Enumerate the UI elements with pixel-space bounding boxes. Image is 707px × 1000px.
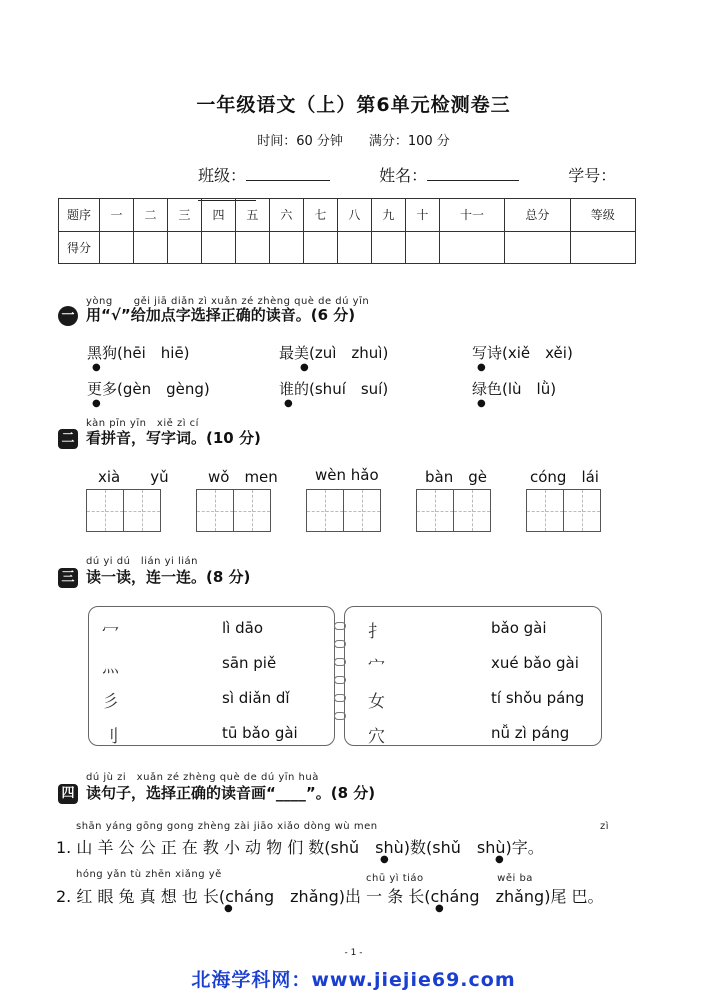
writing-cell[interactable] [526, 489, 564, 532]
section4-number: 四 [58, 784, 78, 804]
emphasis-dot: ● [284, 398, 293, 409]
emphasis-dot: ● [92, 398, 101, 409]
item-shuide[interactable] [279, 378, 388, 399]
sentence-1[interactable]: 1. 山 羊 公 公 正 在 教 小 动 物 们 数(shǔ shù)数(shǔ shù)字。 [56, 838, 544, 857]
writing-box[interactable] [86, 489, 160, 534]
word-pinyin: cóng lái [530, 468, 599, 486]
score-cell[interactable] [570, 231, 636, 264]
binder-ring [334, 694, 346, 702]
item-word: 更多 [87, 380, 118, 398]
time-line: 时间：60 分钟 满分：100 分 [257, 134, 450, 149]
writing-cell[interactable] [196, 489, 234, 532]
score-cell[interactable] [337, 231, 371, 264]
sentence2-extra-pinyin: chū yì tiáo wěi ba [366, 873, 533, 884]
item-lvse[interactable] [472, 378, 556, 399]
item-xieshi[interactable] [472, 342, 573, 363]
section3-pinyin: dú yi dú lián yi lián [86, 556, 199, 567]
section3-heading [58, 566, 250, 588]
writing-cell[interactable] [453, 489, 491, 532]
item-options: (shuí suí) [309, 380, 389, 398]
section4-heading [58, 782, 375, 804]
emphasis-dot: ● [380, 854, 389, 865]
col-header: 等级 [570, 199, 636, 232]
item-options: (gèn gèng) [117, 380, 210, 398]
col-header: 三 [167, 199, 201, 232]
word-pinyin: wǒ men [208, 468, 278, 486]
class-field[interactable] [198, 166, 352, 185]
col-header: 七 [303, 199, 337, 232]
item-options: (xiě xěi) [502, 344, 573, 362]
col-header: 十一 [439, 199, 504, 232]
writing-box[interactable] [416, 489, 490, 534]
section3-heading-text: 读一读，连一连。(8 分) [86, 568, 251, 586]
id-label: 学号： [568, 166, 617, 185]
right-radical[interactable]: 女 [368, 692, 385, 712]
col-header: 四 [201, 199, 235, 232]
left-radical-name[interactable]: tū bǎo gài [222, 724, 298, 742]
score-cell[interactable] [371, 231, 405, 264]
word-pinyin: xià yǔ [98, 468, 169, 486]
col-header: 五 [235, 199, 269, 232]
left-matching-panel [88, 606, 335, 746]
name-label: 姓名： [379, 166, 428, 185]
section2-pinyin: kàn pīn yīn xiě zì cí [86, 418, 199, 429]
score-cell[interactable] [505, 231, 570, 264]
score-cell[interactable] [100, 231, 134, 264]
right-radical[interactable]: 宀 [368, 657, 385, 677]
col-header: 八 [337, 199, 371, 232]
left-radical[interactable]: 灬 [102, 657, 119, 677]
item-word: 写诗 [472, 344, 503, 362]
emphasis-dot: ● [477, 362, 486, 373]
writing-cell[interactable] [306, 489, 344, 532]
word-pinyin: wèn hǎo [315, 466, 379, 484]
item-zuimei[interactable] [279, 342, 388, 363]
item-word: 黑狗 [87, 344, 118, 362]
left-radical[interactable]: 彡 [102, 692, 119, 712]
left-radical-name[interactable]: sān piě [222, 654, 277, 672]
class-label: 班级： [198, 166, 247, 185]
score-cell[interactable] [133, 231, 167, 264]
writing-box[interactable] [306, 489, 380, 534]
left-radical[interactable]: 冖 [102, 622, 119, 642]
score-cell[interactable] [167, 231, 201, 264]
item-gengduo[interactable] [87, 378, 210, 399]
sentence1-pinyin: shān yáng gōng gong zhèng zài jiāo xiǎo dòng wù men [76, 821, 378, 832]
col-header: 二 [133, 199, 167, 232]
item-options: (lù lǜ) [502, 380, 557, 398]
right-radical-name[interactable]: nǚ zì páng [491, 724, 570, 742]
binder-ring [334, 658, 346, 666]
col-header: 总分 [505, 199, 570, 232]
section4-heading-text: 读句子，选择正确的读音画“____”。(8 分) [86, 784, 376, 802]
right-radical-name[interactable]: tí shǒu páng [491, 689, 585, 707]
section1-pinyin: yòng gěi jiā diǎn zì xuǎn zé zhèng què de dú yīn [86, 296, 370, 307]
section1-heading [58, 304, 355, 326]
item-word: 谁的 [279, 380, 310, 398]
score-cell[interactable] [439, 231, 504, 264]
right-radical[interactable]: 扌 [368, 622, 385, 642]
section4-pinyin: dú jù zi xuǎn zé zhèng què de dú yīn huà [86, 772, 319, 783]
page-number: - 1 - [344, 948, 363, 958]
page-title: 一年级语文（上）第6单元检测卷三 [196, 94, 511, 116]
name-field[interactable] [379, 166, 541, 185]
sentence1-extra-pinyin: zì [600, 821, 610, 832]
emphasis-dot: ● [435, 903, 444, 914]
writing-box[interactable] [196, 489, 270, 534]
right-radical[interactable]: 穴 [368, 727, 385, 747]
left-radical[interactable]: 刂 [102, 727, 119, 747]
score-cell[interactable] [269, 231, 303, 264]
item-options: (hēi hiē) [117, 344, 190, 362]
sentence-2[interactable]: 2. 红 眼 兔 真 想 也 长(cháng zhǎng)出 一 条 长(cháng zhǎng)尾 巴。 [56, 887, 604, 906]
section2-heading [58, 427, 261, 449]
writing-cell[interactable] [563, 489, 601, 532]
emphasis-dot: ● [477, 398, 486, 409]
right-radical-name[interactable]: bǎo gài [491, 619, 547, 637]
section3-number: 三 [58, 568, 78, 588]
left-radical-name[interactable]: sì diǎn dǐ [222, 689, 290, 707]
emphasis-dot: ● [224, 903, 233, 914]
word-pinyin: bàn gè [425, 468, 487, 486]
section1-heading-text: 用“√”给加点字选择正确的读音。(6 分) [86, 306, 356, 324]
score-cell[interactable] [405, 231, 439, 264]
binder-ring [334, 622, 346, 630]
section1-number: 一 [58, 306, 78, 326]
col-header: 十 [405, 199, 439, 232]
score-cell[interactable] [201, 231, 235, 264]
score-table [58, 198, 636, 264]
section2-number: 二 [58, 429, 78, 449]
row-header: 得分 [59, 231, 100, 264]
section2-heading-text: 看拼音，写字词。(10 分) [86, 429, 261, 447]
binder-ring [334, 712, 346, 720]
right-radical-name[interactable]: xué bǎo gài [491, 654, 579, 672]
writing-cell[interactable] [123, 489, 161, 532]
score-cell[interactable] [303, 231, 337, 264]
binder-ring [334, 640, 346, 648]
row-header: 题序 [59, 199, 100, 232]
writing-box[interactable] [526, 489, 600, 534]
item-word: 最美 [279, 344, 310, 362]
col-header: 六 [269, 199, 303, 232]
sentence2-pinyin: hóng yǎn tù zhēn xiǎng yě [76, 869, 222, 880]
col-header: 一 [100, 199, 134, 232]
writing-cell[interactable] [233, 489, 271, 532]
col-header: 九 [371, 199, 405, 232]
writing-cell[interactable] [343, 489, 381, 532]
writing-cell[interactable] [86, 489, 124, 532]
score-cell[interactable] [235, 231, 269, 264]
item-heigou[interactable] [87, 342, 190, 363]
left-radical-name[interactable]: lì dāo [222, 619, 263, 637]
emphasis-dot: ● [92, 362, 101, 373]
emphasis-dot: ● [495, 854, 504, 865]
emphasis-dot: ● [300, 362, 309, 373]
binder-ring [334, 676, 346, 684]
item-word: 绿色 [472, 380, 503, 398]
writing-cell[interactable] [416, 489, 454, 532]
site-watermark[interactable]: 北海学科网：www.jiejie69.com [191, 969, 516, 991]
item-options: (zuì zhuì) [309, 344, 389, 362]
